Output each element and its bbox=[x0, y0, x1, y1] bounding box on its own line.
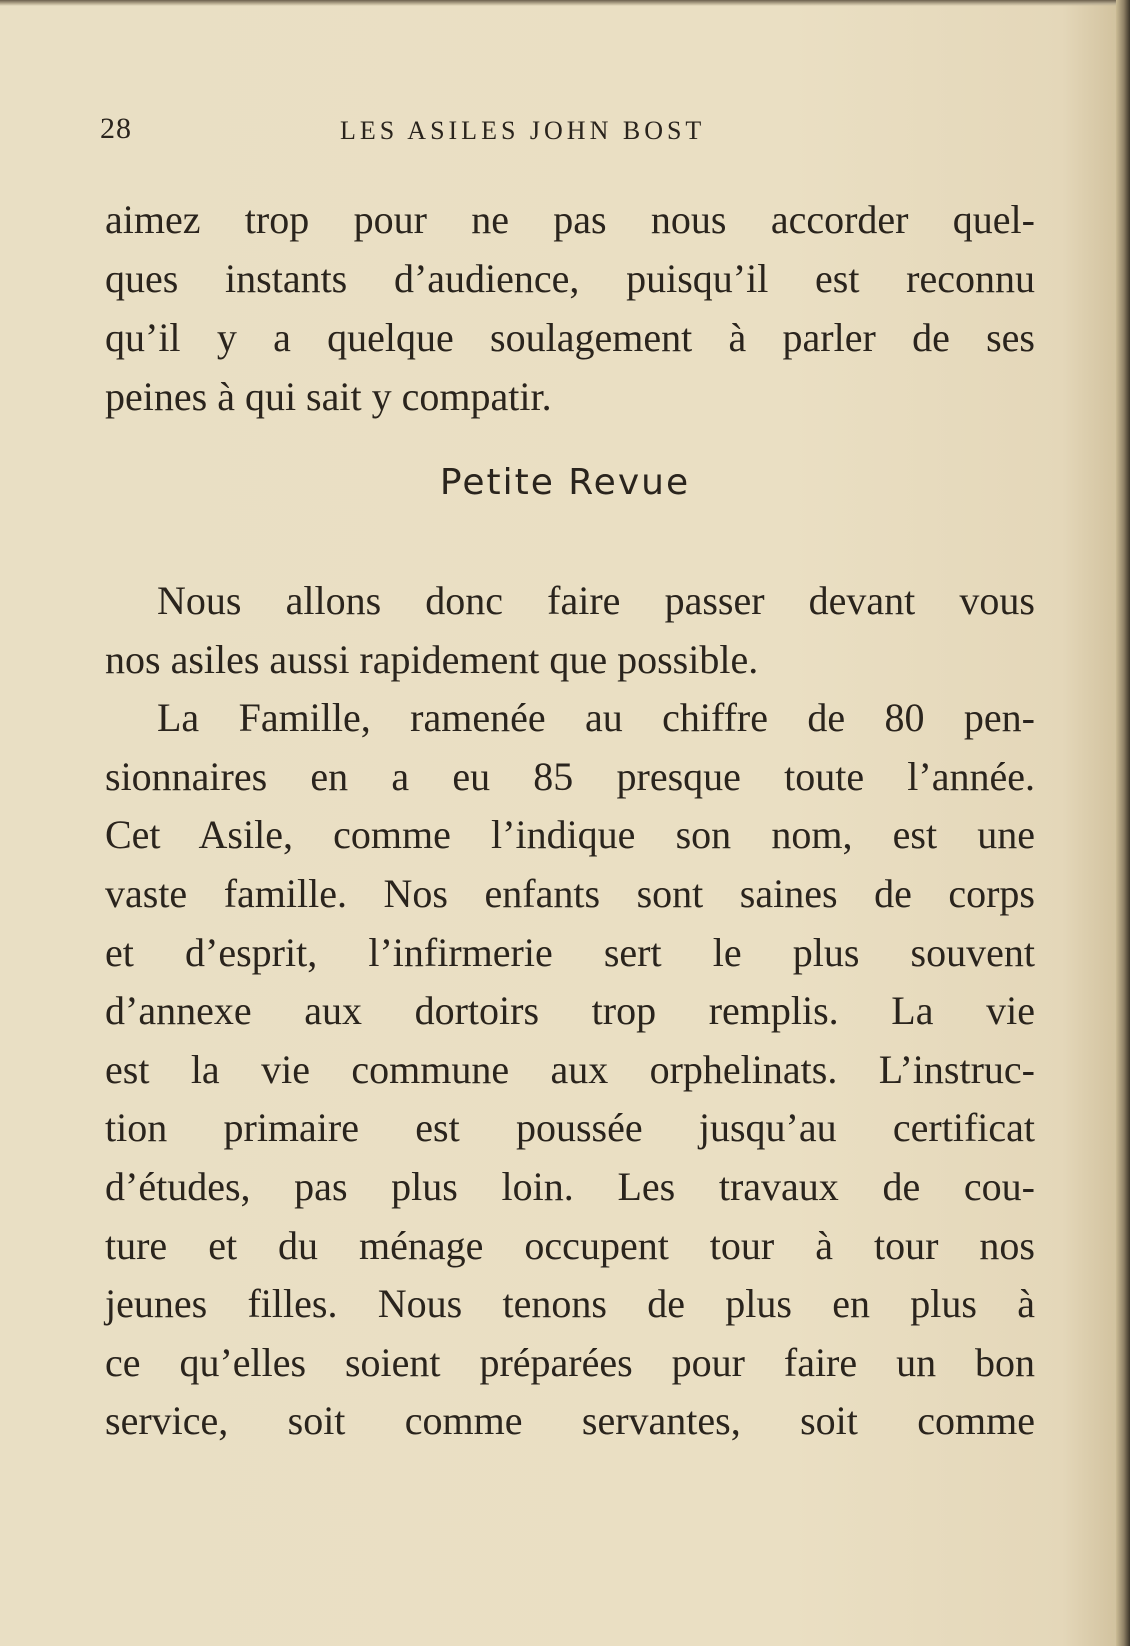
text-line: et d’esprit, l’infirmerie sert le plus souvent bbox=[105, 929, 1035, 975]
page-top-edge bbox=[0, 0, 1130, 6]
text-line: jeunes filles. Nous tenons de plus en plus à bbox=[105, 1281, 1035, 1327]
text-line: Nous allons donc faire passer devant vous bbox=[157, 578, 1035, 623]
text-line: d’études, pas plus loin. Les travaux de cou- bbox=[105, 1163, 1035, 1209]
text-line: nos asiles aussi rapidement que possible. bbox=[105, 636, 759, 682]
text-line: qu’il y a quelque soulagement à parler de ses bbox=[105, 315, 1035, 360]
text-line: sionnaires en a eu 85 presque toute l’année. bbox=[105, 753, 1035, 799]
section-heading: Petite Revue bbox=[439, 462, 691, 503]
text-line: peines à qui sait y compatir. bbox=[105, 374, 552, 419]
page-number: 28 bbox=[100, 112, 132, 145]
text-line: Cet Asile, comme l’indique son nom, est une bbox=[105, 812, 1035, 858]
text-line: est la vie commune aux orphelinats. L’instruc- bbox=[105, 1046, 1035, 1092]
text-line: aimez trop pour ne pas nous accorder quel- bbox=[105, 197, 1035, 242]
text-line: ce qu’elles soient préparées pour faire un bon bbox=[105, 1339, 1035, 1385]
section-body bbox=[105, 572, 1035, 1451]
running-title: LES ASILES JOHN BOST bbox=[340, 116, 706, 145]
text-line: service, soit comme servantes, soit comme bbox=[105, 1398, 1035, 1444]
text-line: ture et du ménage occupent tour à tour nos bbox=[105, 1222, 1035, 1268]
running-head bbox=[100, 112, 1000, 152]
paragraph-continuation bbox=[105, 190, 1035, 426]
page-right-edge bbox=[1116, 0, 1130, 1646]
text-line: ques instants d’audience, puisqu’il est reconnu bbox=[105, 256, 1035, 301]
text-line: La Famille, ramenée au chiffre de 80 pen- bbox=[157, 695, 1035, 741]
text-line: tion primaire est poussée jusqu’au certificat bbox=[105, 1105, 1035, 1151]
text-line: vaste famille. Nos enfants sont saines de corps bbox=[105, 870, 1035, 916]
text-line: d’annexe aux dortoirs trop remplis. La vie bbox=[105, 988, 1035, 1034]
